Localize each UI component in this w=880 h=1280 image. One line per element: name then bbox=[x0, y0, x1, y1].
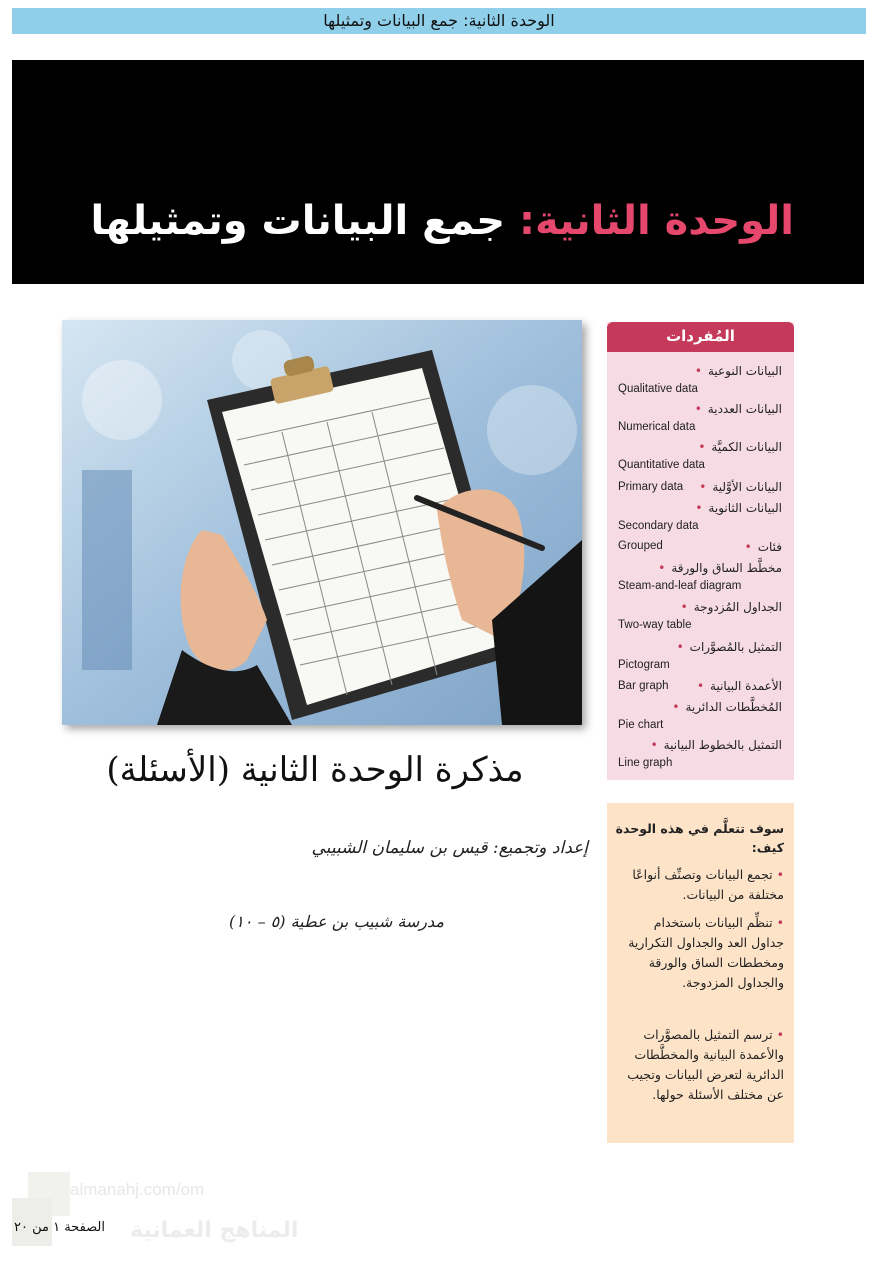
clipboard-illustration bbox=[62, 320, 582, 725]
watermark-site-name: المناهج العمانية bbox=[130, 1218, 299, 1243]
unit-banner-title bbox=[91, 198, 794, 244]
running-header bbox=[12, 8, 866, 34]
vocab-term-en: Steam-and-leaf diagram bbox=[618, 580, 742, 592]
vocab-term-en: Pie chart bbox=[618, 719, 664, 731]
vocab-term-ar: الجداول المُزدوجة • bbox=[681, 600, 782, 614]
vocab-term-ar: البيانات الأوَّلية • bbox=[699, 480, 782, 494]
vocab-term-ar: المُخطَّطات الدائرية • bbox=[672, 700, 782, 714]
watermark-url: almanahj.com/om bbox=[70, 1180, 205, 1199]
vocab-term-en: Two-way table bbox=[618, 619, 692, 631]
vocab-term-en: Quantitative data bbox=[618, 459, 705, 471]
bullet-icon: • bbox=[776, 867, 784, 882]
running-header-title: الوحدة الثانية: جمع البيانات وتمثيلها bbox=[323, 11, 555, 30]
vocab-term-ar: التمثيل بالمُصوَّرات • bbox=[677, 640, 782, 654]
learning-objective-text: تنظِّم البيانات باستخدام جداول العد والجداول التكرارية ومخططات الساق والورقة والجداول المزدوجة. bbox=[628, 915, 784, 990]
learning-objectives-box bbox=[607, 803, 794, 1143]
school-name: مدرسة شبيب بن عطية (٥ – ١٠) bbox=[229, 912, 444, 931]
vocab-term-en: Pictogram bbox=[618, 659, 670, 671]
author-credit: إعداد وتجميع: قيس بن سليمان الشبيبي bbox=[311, 838, 588, 858]
vocabulary-heading: المُفردات bbox=[666, 327, 735, 345]
vocabulary-box bbox=[607, 322, 794, 780]
vocab-term-en: Numerical data bbox=[618, 421, 696, 433]
bullet-icon: • bbox=[776, 1027, 784, 1042]
vocab-term-ar: الأعمدة البيانية • bbox=[697, 679, 782, 693]
unit-banner-title-main: جمع البيانات وتمثيلها bbox=[90, 198, 506, 244]
vocab-term-ar: البيانات الكميَّة • bbox=[698, 440, 782, 454]
learning-objective-text: ترسم التمثيل بالمصوَّرات والأعمدة البيانية والمخطَّطات الدائرية لتعرض البيانات وتجيب عن مختلف الأسئلة حولها. bbox=[627, 1027, 784, 1102]
vocab-term-en: Line graph bbox=[618, 757, 673, 769]
learning-objective bbox=[617, 913, 784, 993]
vocab-term-ar: مخطَّط الساق والورقة • bbox=[658, 561, 782, 575]
unit-banner bbox=[12, 60, 864, 284]
clipboard-photo bbox=[62, 320, 582, 725]
unit-banner-title-accent: الوحدة الثانية: bbox=[519, 198, 794, 244]
vocab-term-en: Bar graph bbox=[618, 680, 669, 692]
bullet-icon: • bbox=[776, 915, 784, 930]
learning-objective bbox=[617, 865, 784, 905]
vocab-term-en: Secondary data bbox=[618, 520, 699, 532]
notebook-title: مذكرة الوحدة الثانية (الأسئلة) bbox=[106, 750, 524, 790]
vocab-term-en: Qualitative data bbox=[618, 383, 698, 395]
learning-objective-text: تجمع البيانات وتصنِّف أنواعًا مختلفة من البيانات. bbox=[632, 867, 784, 902]
vocab-term-en: Primary data bbox=[618, 481, 684, 493]
vocab-term-en: Grouped bbox=[618, 540, 663, 552]
vocabulary-header bbox=[607, 322, 794, 352]
vocab-term-ar: البيانات الثانوية • bbox=[695, 501, 782, 515]
page-number: الصفحة ١ من ٢٠ bbox=[14, 1220, 105, 1235]
vocab-term-ar: البيانات العددية • bbox=[695, 402, 782, 416]
learning-objectives-heading: سوف تتعلَّم في هذه الوحدة كيف: bbox=[615, 821, 784, 855]
vocab-term-ar: فئات • bbox=[745, 540, 782, 554]
learning-objective bbox=[617, 1025, 784, 1105]
vocab-term-ar: البيانات النوعية • bbox=[695, 364, 782, 378]
vocab-term-ar: التمثيل بالخطوط البيانية • bbox=[651, 738, 782, 752]
